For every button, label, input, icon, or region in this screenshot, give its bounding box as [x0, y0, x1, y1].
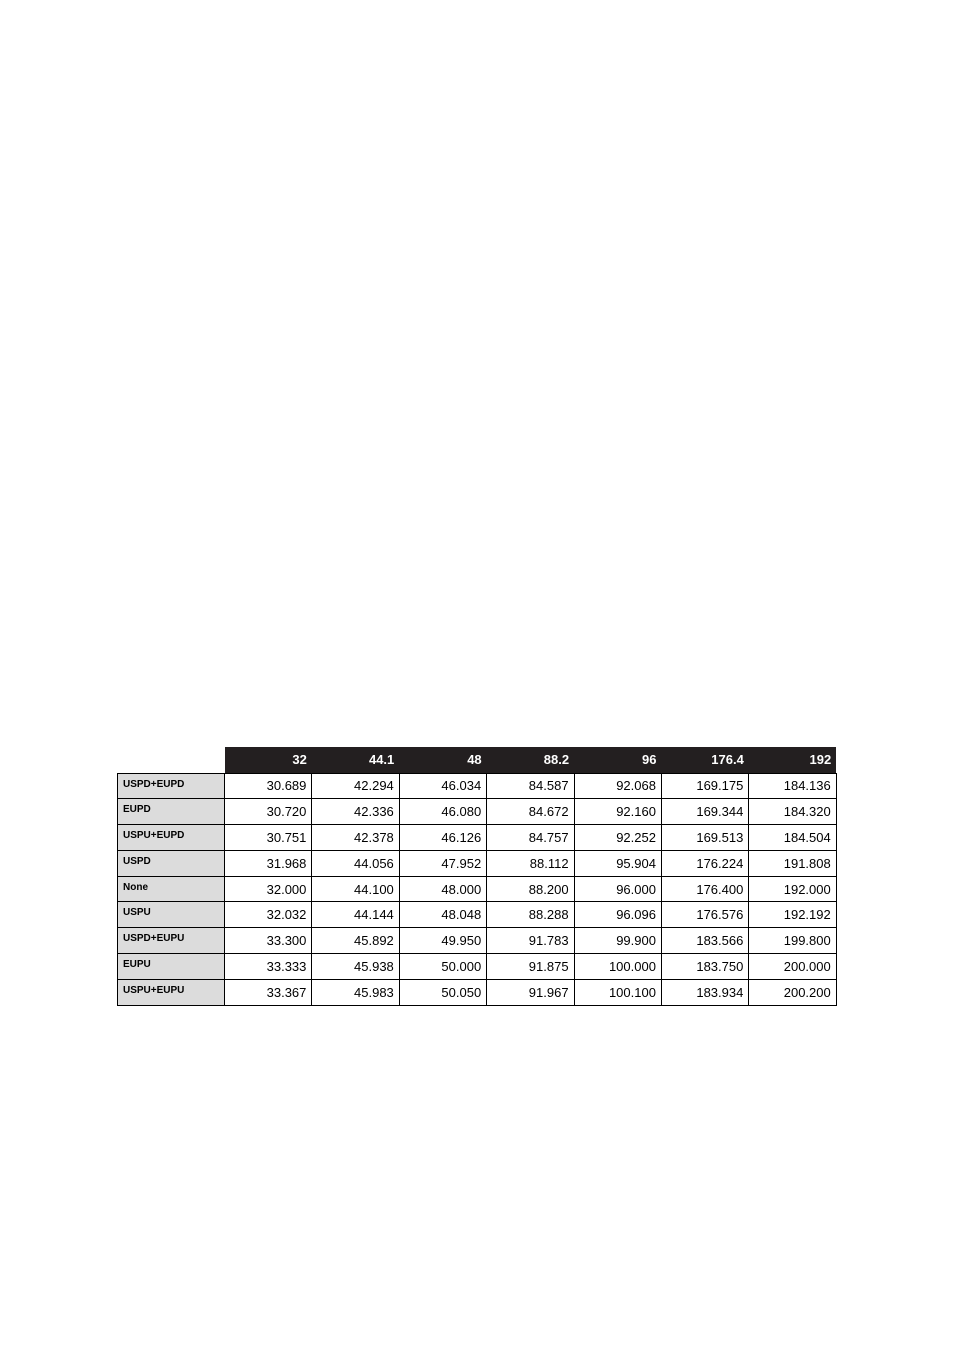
- column-header: 96: [574, 747, 661, 773]
- table-cell: 46.034: [399, 773, 486, 799]
- row-label: USPD+EUPD: [118, 773, 225, 799]
- table-cell: 84.757: [487, 825, 574, 851]
- table-cell: 92.252: [574, 825, 661, 851]
- table-cell: 95.904: [574, 850, 661, 876]
- table-cell: 169.344: [661, 799, 748, 825]
- table-cell: 96.096: [574, 902, 661, 928]
- table-cell: 192.192: [749, 902, 836, 928]
- table-cell: 44.056: [312, 850, 399, 876]
- row-label: None: [118, 876, 225, 902]
- table-cell: 84.587: [487, 773, 574, 799]
- table-row: [118, 954, 837, 980]
- table-row: [118, 773, 837, 799]
- table-cell: 30.751: [225, 825, 312, 851]
- table-cell: 44.100: [312, 876, 399, 902]
- table-cell: 33.367: [225, 979, 312, 1005]
- table-cell: 48.048: [399, 902, 486, 928]
- table-cell: 91.783: [487, 928, 574, 954]
- table-corner-cell: [118, 747, 225, 773]
- table-row: [118, 799, 837, 825]
- table-cell: 46.080: [399, 799, 486, 825]
- table-cell: 30.689: [225, 773, 312, 799]
- table-cell: 183.934: [661, 979, 748, 1005]
- table-cell: 184.136: [749, 773, 836, 799]
- table-cell: 169.175: [661, 773, 748, 799]
- table-cell: 176.400: [661, 876, 748, 902]
- column-header: 48: [399, 747, 486, 773]
- table-cell: 183.750: [661, 954, 748, 980]
- column-header: 192: [749, 747, 836, 773]
- table-cell: 45.892: [312, 928, 399, 954]
- column-header: 44.1: [312, 747, 399, 773]
- table-cell: 200.000: [749, 954, 836, 980]
- table-cell: 42.294: [312, 773, 399, 799]
- table-cell: 176.576: [661, 902, 748, 928]
- column-header: 32: [225, 747, 312, 773]
- table-cell: 88.200: [487, 876, 574, 902]
- table-header-row: [118, 747, 837, 773]
- table-row: [118, 979, 837, 1005]
- table-cell: 44.144: [312, 902, 399, 928]
- table-cell: 50.000: [399, 954, 486, 980]
- row-label: USPU+EUPD: [118, 825, 225, 851]
- row-label: USPD+EUPU: [118, 928, 225, 954]
- table-cell: 96.000: [574, 876, 661, 902]
- row-label: USPU: [118, 902, 225, 928]
- table-cell: 88.112: [487, 850, 574, 876]
- table-row: [118, 850, 837, 876]
- table-cell: 199.800: [749, 928, 836, 954]
- table-cell: 169.513: [661, 825, 748, 851]
- table-row: [118, 876, 837, 902]
- table-cell: 184.320: [749, 799, 836, 825]
- table-cell: 42.336: [312, 799, 399, 825]
- row-label: EUPU: [118, 954, 225, 980]
- table-cell: 191.808: [749, 850, 836, 876]
- table-cell: 192.000: [749, 876, 836, 902]
- table-cell: 49.950: [399, 928, 486, 954]
- table-cell: 42.378: [312, 825, 399, 851]
- table-cell: 46.126: [399, 825, 486, 851]
- table-cell: 92.160: [574, 799, 661, 825]
- table-cell: 84.672: [487, 799, 574, 825]
- table-cell: 184.504: [749, 825, 836, 851]
- row-label: EUPD: [118, 799, 225, 825]
- column-header: 176.4: [661, 747, 748, 773]
- table-cell: 32.000: [225, 876, 312, 902]
- row-label: USPD: [118, 850, 225, 876]
- table-cell: 45.938: [312, 954, 399, 980]
- table-cell: 45.983: [312, 979, 399, 1005]
- sample-rate-table: [117, 747, 837, 1006]
- table-cell: 50.050: [399, 979, 486, 1005]
- column-header: 88.2: [487, 747, 574, 773]
- table-cell: 33.333: [225, 954, 312, 980]
- table-cell: 32.032: [225, 902, 312, 928]
- table-cell: 92.068: [574, 773, 661, 799]
- table-cell: 88.288: [487, 902, 574, 928]
- row-label: USPU+EUPU: [118, 979, 225, 1005]
- table-row: [118, 928, 837, 954]
- table-cell: 48.000: [399, 876, 486, 902]
- table-cell: 99.900: [574, 928, 661, 954]
- table-cell: 33.300: [225, 928, 312, 954]
- table-cell: 30.720: [225, 799, 312, 825]
- table-cell: 91.875: [487, 954, 574, 980]
- table-row: [118, 902, 837, 928]
- table-cell: 31.968: [225, 850, 312, 876]
- table-cell: 100.100: [574, 979, 661, 1005]
- table-cell: 183.566: [661, 928, 748, 954]
- table-cell: 91.967: [487, 979, 574, 1005]
- table-cell: 200.200: [749, 979, 836, 1005]
- table-cell: 100.000: [574, 954, 661, 980]
- table-row: [118, 825, 837, 851]
- table-cell: 176.224: [661, 850, 748, 876]
- table-cell: 47.952: [399, 850, 486, 876]
